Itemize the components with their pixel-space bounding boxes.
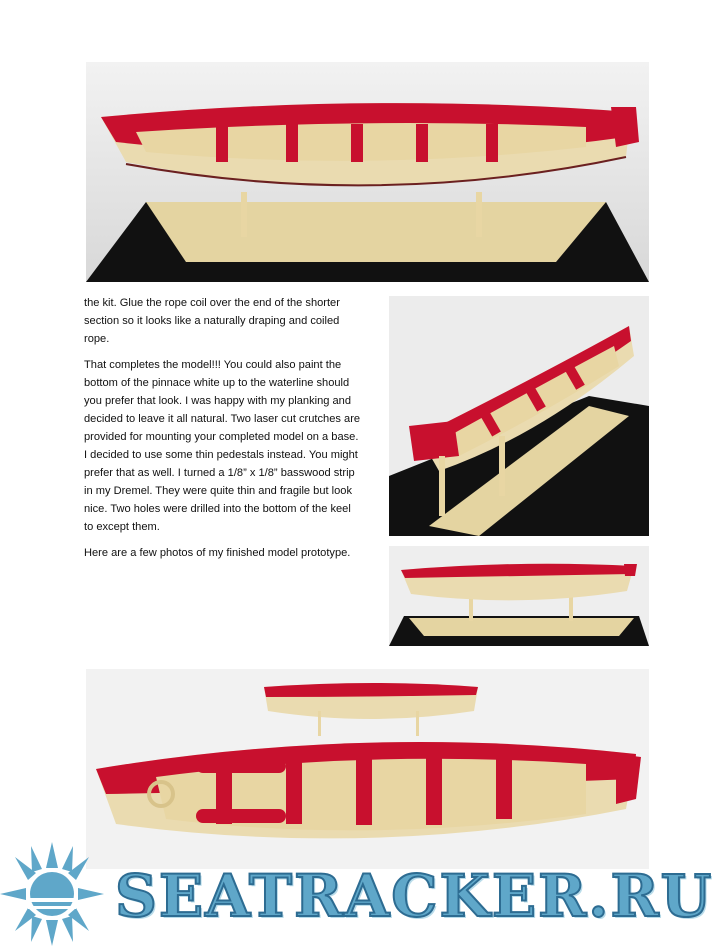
model-photo-side bbox=[389, 546, 649, 646]
article-text bbox=[84, 294, 362, 570]
model-photo-top bbox=[86, 62, 649, 282]
watermark-text: SEATRACKER.RU bbox=[115, 862, 714, 930]
paragraph-2: That completes the model!!! You could also paint the bottom of the pinnace white up to the waterline should you prefer that look. I was happy with my planking and decided to leave it all natural. Two laser cut crutches are provided for mounting your completed model on a base. I decided to use some thin pedestals instead. You might prefer that as well. I turned a 1/8” x 1/8” basswood strip in my Dremel. They were quite thin and fragile but look nice. Two holes were drilled into the bottom of the keel to except them. bbox=[84, 359, 361, 533]
paragraph-1: the kit. Glue the rope coil over the end of the shorter section so it looks like a naturally draping and coiled rope. bbox=[84, 297, 340, 345]
model-photo-angled bbox=[389, 296, 649, 536]
paragraph-3: Here are a few photos of my finished model prototype. bbox=[84, 547, 351, 559]
sun-icon bbox=[0, 838, 110, 949]
